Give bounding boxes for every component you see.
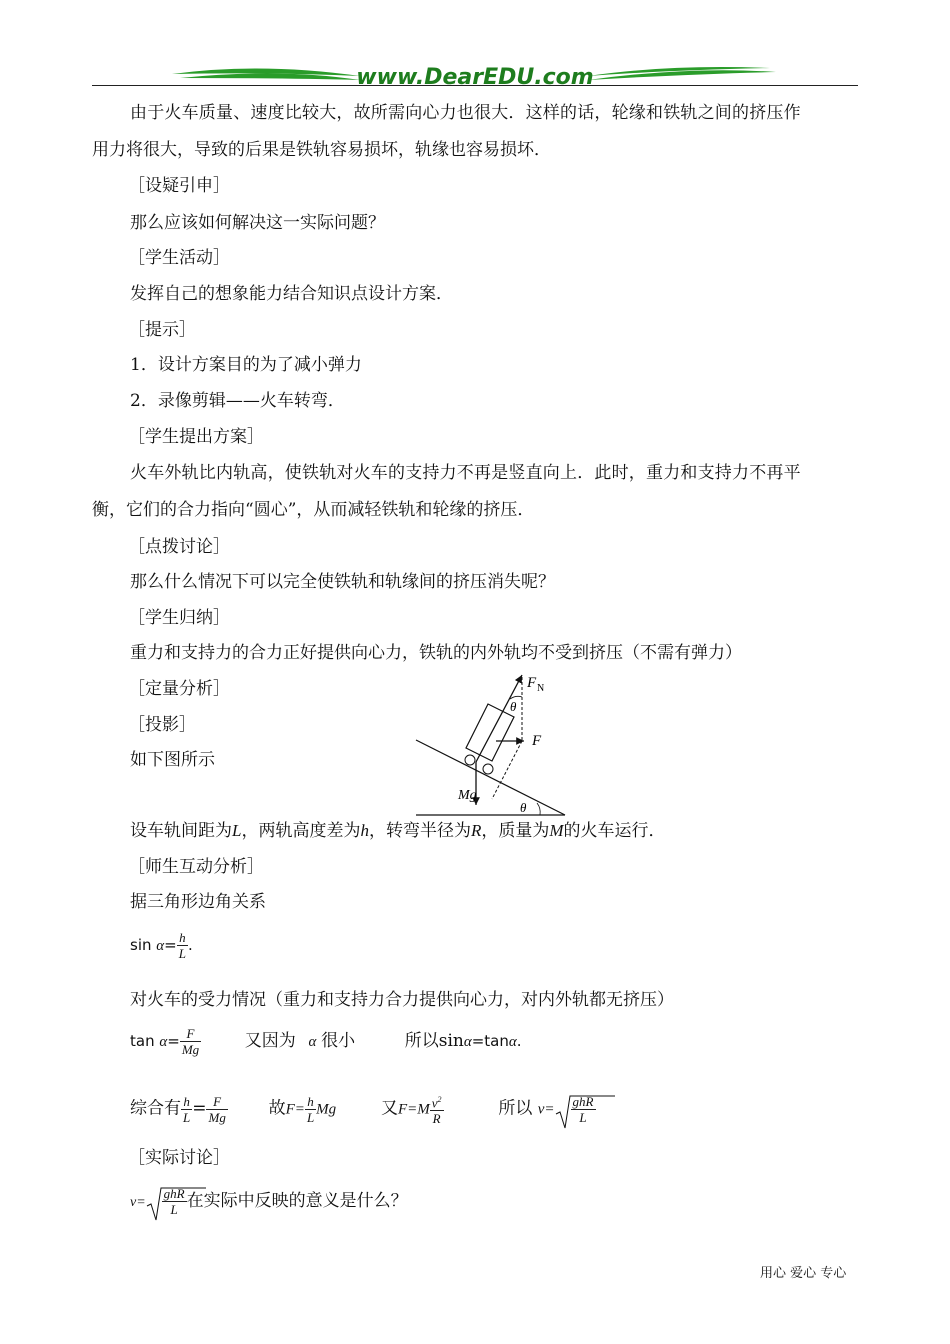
fn-label: F [527,675,537,691]
sqrt-ghr-over-l: $\frac{\text{ghR}}{L}$ [555,1094,596,1125]
mg-term: Mg [316,1101,337,1118]
text-suoyi: 所以 [498,1098,533,1119]
sin-text: sin [130,936,152,954]
var-M: M [549,821,564,840]
v-equals: v= [537,1101,555,1118]
question-text: 那么应该如何解决这一实际问题？ [130,213,385,233]
fraction-f-over-mg: $\frac{F}{Mg}$ [208,1093,226,1125]
period: . [516,1032,522,1050]
section-heading: ［学生活动］ [128,248,230,268]
question-text: 那么什么情况下可以完全使铁轨和轨缘间的挤压消失呢？ [130,572,555,592]
setup-text: ，质量为 [481,821,550,841]
fn-subscript: N [537,683,545,694]
text-eq-tan: =tan [471,1032,509,1050]
text-you: 又 [380,1098,398,1119]
equals: = [192,1098,207,1119]
setup-text: ，两轨高度差为 [241,821,361,841]
text-youyin: 又因为 [244,1031,296,1051]
section-heading: ［定量分析］ [128,679,230,699]
v-equals: v= [130,1195,146,1210]
text-henxiao: 很小 [321,1031,356,1051]
equals: = [167,1032,180,1050]
summary-text: 重力和支持力的合力正好提供向心力，铁轨的内外轨均不受到挤压（不需有弹力） [130,643,742,663]
activity-text: 发挥自己的想象能力结合知识点设计方案． [130,284,453,304]
equation-sin [130,930,193,961]
alpha-symbol: α [508,1034,517,1050]
equation-combined [130,1092,596,1126]
var-L: L [232,821,242,840]
alpha-symbol: α [159,1034,168,1050]
setup-text: ，转弯半径为 [368,821,471,841]
header-rule [92,85,858,86]
section-heading: ［学生归纳］ [128,608,230,628]
var-h: h [360,821,369,840]
var-R: R [470,821,482,840]
paragraph-line: 由于火车质量、速度比较大，故所需向心力也很大．这样的话，轮缘和铁轨之间的挤压作 [130,103,801,123]
text-suoyi-sin: 所以sin [404,1031,464,1051]
tip-item: 1．设计方案目的为了减小弹力 [130,355,362,375]
force-analysis-text: 对火车的受力情况（重力和支持力合力提供向心力，对内外轨都无挤压） [130,990,674,1010]
question-text: 在实际中反映的意义是什么？ [186,1191,408,1211]
section-heading: ［学生提出方案］ [128,427,264,447]
logo-text: www.DearEDU.com [356,65,594,90]
setup-text: 的火车运行． [563,821,666,841]
fraction-h-over-l: $\frac{h}{L}$ [178,930,186,961]
paragraph-line: 火车外轨比内轨高，使铁轨对火车的支持力不再是竖直向上．此时，重力和支持力不再平 [130,463,801,483]
equals: = [164,936,177,954]
figure-caption: 如下图所示 [130,750,215,770]
theta-label-base: θ [520,800,527,815]
fraction-h-over-l: $\frac{h}{L}$ [183,1093,191,1125]
equation-tan [130,1026,522,1057]
section-heading: ［师生互动分析］ [128,857,264,877]
tan-text: tan [130,1032,155,1050]
setup-sentence [130,820,666,842]
footer-slogan: 用心 爱心 专心 [760,1266,847,1281]
section-heading: ［设疑引申］ [128,176,230,196]
alpha-symbol: α [463,1034,472,1050]
alpha-symbol: α [156,938,165,954]
section-heading: ［提示］ [128,320,196,340]
f-label: F [532,733,542,749]
tip-item: 2．录像剪辑——火车转弯． [130,391,345,411]
paragraph-line: 衡，它们的合力指向“圆心”，从而减轻铁轨和轮缘的挤压． [92,500,535,520]
text-gu: 故 [268,1098,286,1119]
period: . [187,936,193,954]
section-heading: ［投影］ [128,715,196,735]
theta-label-top: θ [510,699,517,714]
section-heading: ［实际讨论］ [128,1148,230,1168]
sqrt-ghr-over-l: $\frac{\text{ghR}}{L}$ [146,1186,187,1217]
section-heading: ［点拨讨论］ [128,537,230,557]
fraction-f-over-mg: $\frac{F}{Mg}$ [181,1026,200,1057]
mg-label: Mg [458,788,477,803]
final-question [130,1186,408,1217]
setup-text: 设车轨间距为 [130,821,232,841]
derivation-text: 据三角形边角关系 [130,892,266,912]
f-equals-m: F=M [397,1101,430,1118]
deareducation-logo [170,60,780,92]
fraction-h-over-l: $\frac{h}{L}$ [306,1093,315,1125]
alpha-symbol: α [308,1034,317,1050]
f-equals: F= [285,1101,305,1118]
banked-track-force-diagram [410,665,580,825]
text-zonghe: 综合有 [130,1098,181,1119]
paragraph-line: 用力将很大，导致的后果是铁轨容易损坏，轨缘也容易损坏． [92,140,551,160]
fraction-v2-over-r: $\frac{v^2}{R}$ [430,1092,444,1126]
